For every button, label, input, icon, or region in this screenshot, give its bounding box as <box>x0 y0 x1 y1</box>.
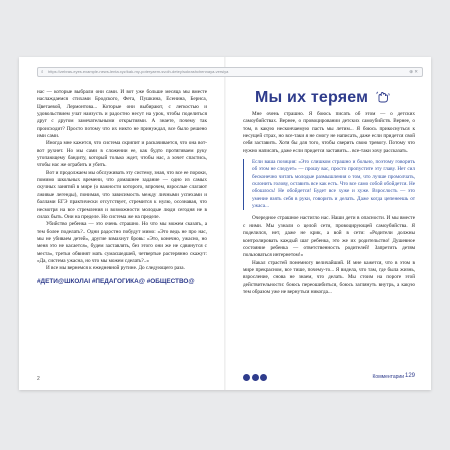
right-page <box>243 111 415 296</box>
chapter-title: Мы их теряем <box>255 89 369 106</box>
url-text: https://zebras-eyes.example-news-lenta.xyz/kak-my-poteryaem-svoih-detey/sokrashchennaya-versiya <box>48 69 229 74</box>
left-paragraph: И все мы вернемся к ежедневной рутине. До следующего раза. <box>46 265 185 272</box>
quote-text: Если ваша позиция: «Это слишком страшно и больно, поэтому говорить об этом не следует» — прошу вас, просто пропустите эту главу. Нет сил бесконечно читать молодые размышления о том, что лучше промолчать, склонить голову, оставить все как есть. Что все само собой обойдется. Не обошлось! Не обойдется! Будет все хуже и хуже. Взрослость — это умение взять себя в руки, говорить и делать. Даже когда цепенеешь от ужаса... <box>252 159 415 210</box>
title-block <box>255 89 390 107</box>
page-number-left: 2 <box>37 376 40 382</box>
right-footer <box>243 374 415 382</box>
hashtags[interactable]: #ДЕТИ@ШКОЛАI #ПЕДАГОГИКА@ #ОБЩЕСТВО@ <box>37 277 195 285</box>
waving-hand-icon <box>376 91 390 103</box>
right-paragraph: Мне очень страшно. Я боюсь писать об этом — о детских самоубийствах. Вернее, о провоцировании детских самоубийств. Вернее, о том, в какую нескончаемую пасть мы летим... Я боюсь прикоснуться к несущей страх, но все-таки я не смогу не написать, даже если придется свой себя заставить. Хотя бы для того, чтобы сверить свою тревогу. Потому что нужно написать, даже если придется заставить... все-таки хочу рассказать. <box>243 111 415 154</box>
facebook-icon[interactable] <box>260 374 267 381</box>
left-paragraph: нас — которые выбрали они сами. И вот уже больше месяца мы вместе наслаждаемся стихами Бродского, Фета, Пушкина, Есенина, Бернса, Цветаевой, Лермонтова... Которые они выбирают, с легкостью и удовольствием учат наизусть и радостно несут на урок, чтобы поделиться друг с другом замечательными открытиями. А знаете, почему так происходит? Просто потому что их никто не принуждал, все было решено ими сами. <box>37 89 207 140</box>
left-paragraph: Иногда мне кажется, что система скрипит и раскачивается, что она вот-вот рухнет. Но мы сами в сложении ее, как будто протягиваем руку утопающему бандиту, который только ждет, чтобы нас, а хочет спастись, чтобы нас же ограбить и убить. <box>37 140 207 169</box>
social-icons <box>243 374 267 381</box>
page-gutter <box>224 57 226 390</box>
search-icon: ⌕ <box>41 69 44 74</box>
right-paragraph: Очередное страшное настигло нас. Наши дети в опасности. И мы вместе с ними. Мы узнали о целой сети, провоцирующей самоубийства. Я поделился, нет, даже не крик, а вой в сети: «Родители должны контролировать каждый шаг ребенка, это же их родительство! Душевное состояние ребенка — ответственность родителей! Запретить детям пользоваться интернетом!» <box>243 215 415 259</box>
book-spread <box>19 57 431 390</box>
left-page <box>37 89 207 286</box>
left-paragraph: Вот и продолжаем мы обслуживать эту систему, зная, что все ее пороки, помимо школьных времени, что домашнее задание — одно из самых скучных занятий в мире (о важности которого, впрочем, взрослые слагают лживые легенды), понимая, что зависимость между личными успехами и баллами ЕГЭ практически отсутствует, стремится к нулю, осознавая, что несмотря на все стремления и возможности молодые люди сегодня не в силах быть. Они на пределе. Но система же на пределе. <box>37 169 207 220</box>
right-paragraph: Накал страстей понемногу величайший. И мне кажется, что в этом в мире прекрасном, все тише, почему-то... Я видела, что там, где была жизнь, взросление, снова не знаем, что делать. Мы стоим на пороге этой действительности: боюсь переошибиться, боюсь заглянуть внутрь, а какую тем образом уже не вернуться никогда... <box>243 259 415 295</box>
browser-bar-icons[interactable]: ⊕ ✕ <box>409 69 418 74</box>
search-bar[interactable] <box>37 67 423 77</box>
pull-quote <box>243 159 415 210</box>
vk-icon[interactable] <box>243 374 250 381</box>
left-paragraph: Убийство ребенка — это очень страшно. Но что мы можем сказать, а тем более поделать?.. Одни радостно побудут мимо: «Это ведь не про нас, мы не убиваем детей», другие взмахнут бровь: «Это, конечно, ужасно, но меня это не касается», будем заставлять, без этого они же не сдвинутся с места», третьи обвинят мать сумасшедшей, четвертые растерянно скажут: «Да, система ужасна, но что мы можем сделать?..» <box>37 221 207 264</box>
comments-link[interactable]: Комментарии <box>372 374 404 380</box>
page-number-right: 129 <box>404 373 415 379</box>
ok-icon[interactable] <box>252 374 259 381</box>
